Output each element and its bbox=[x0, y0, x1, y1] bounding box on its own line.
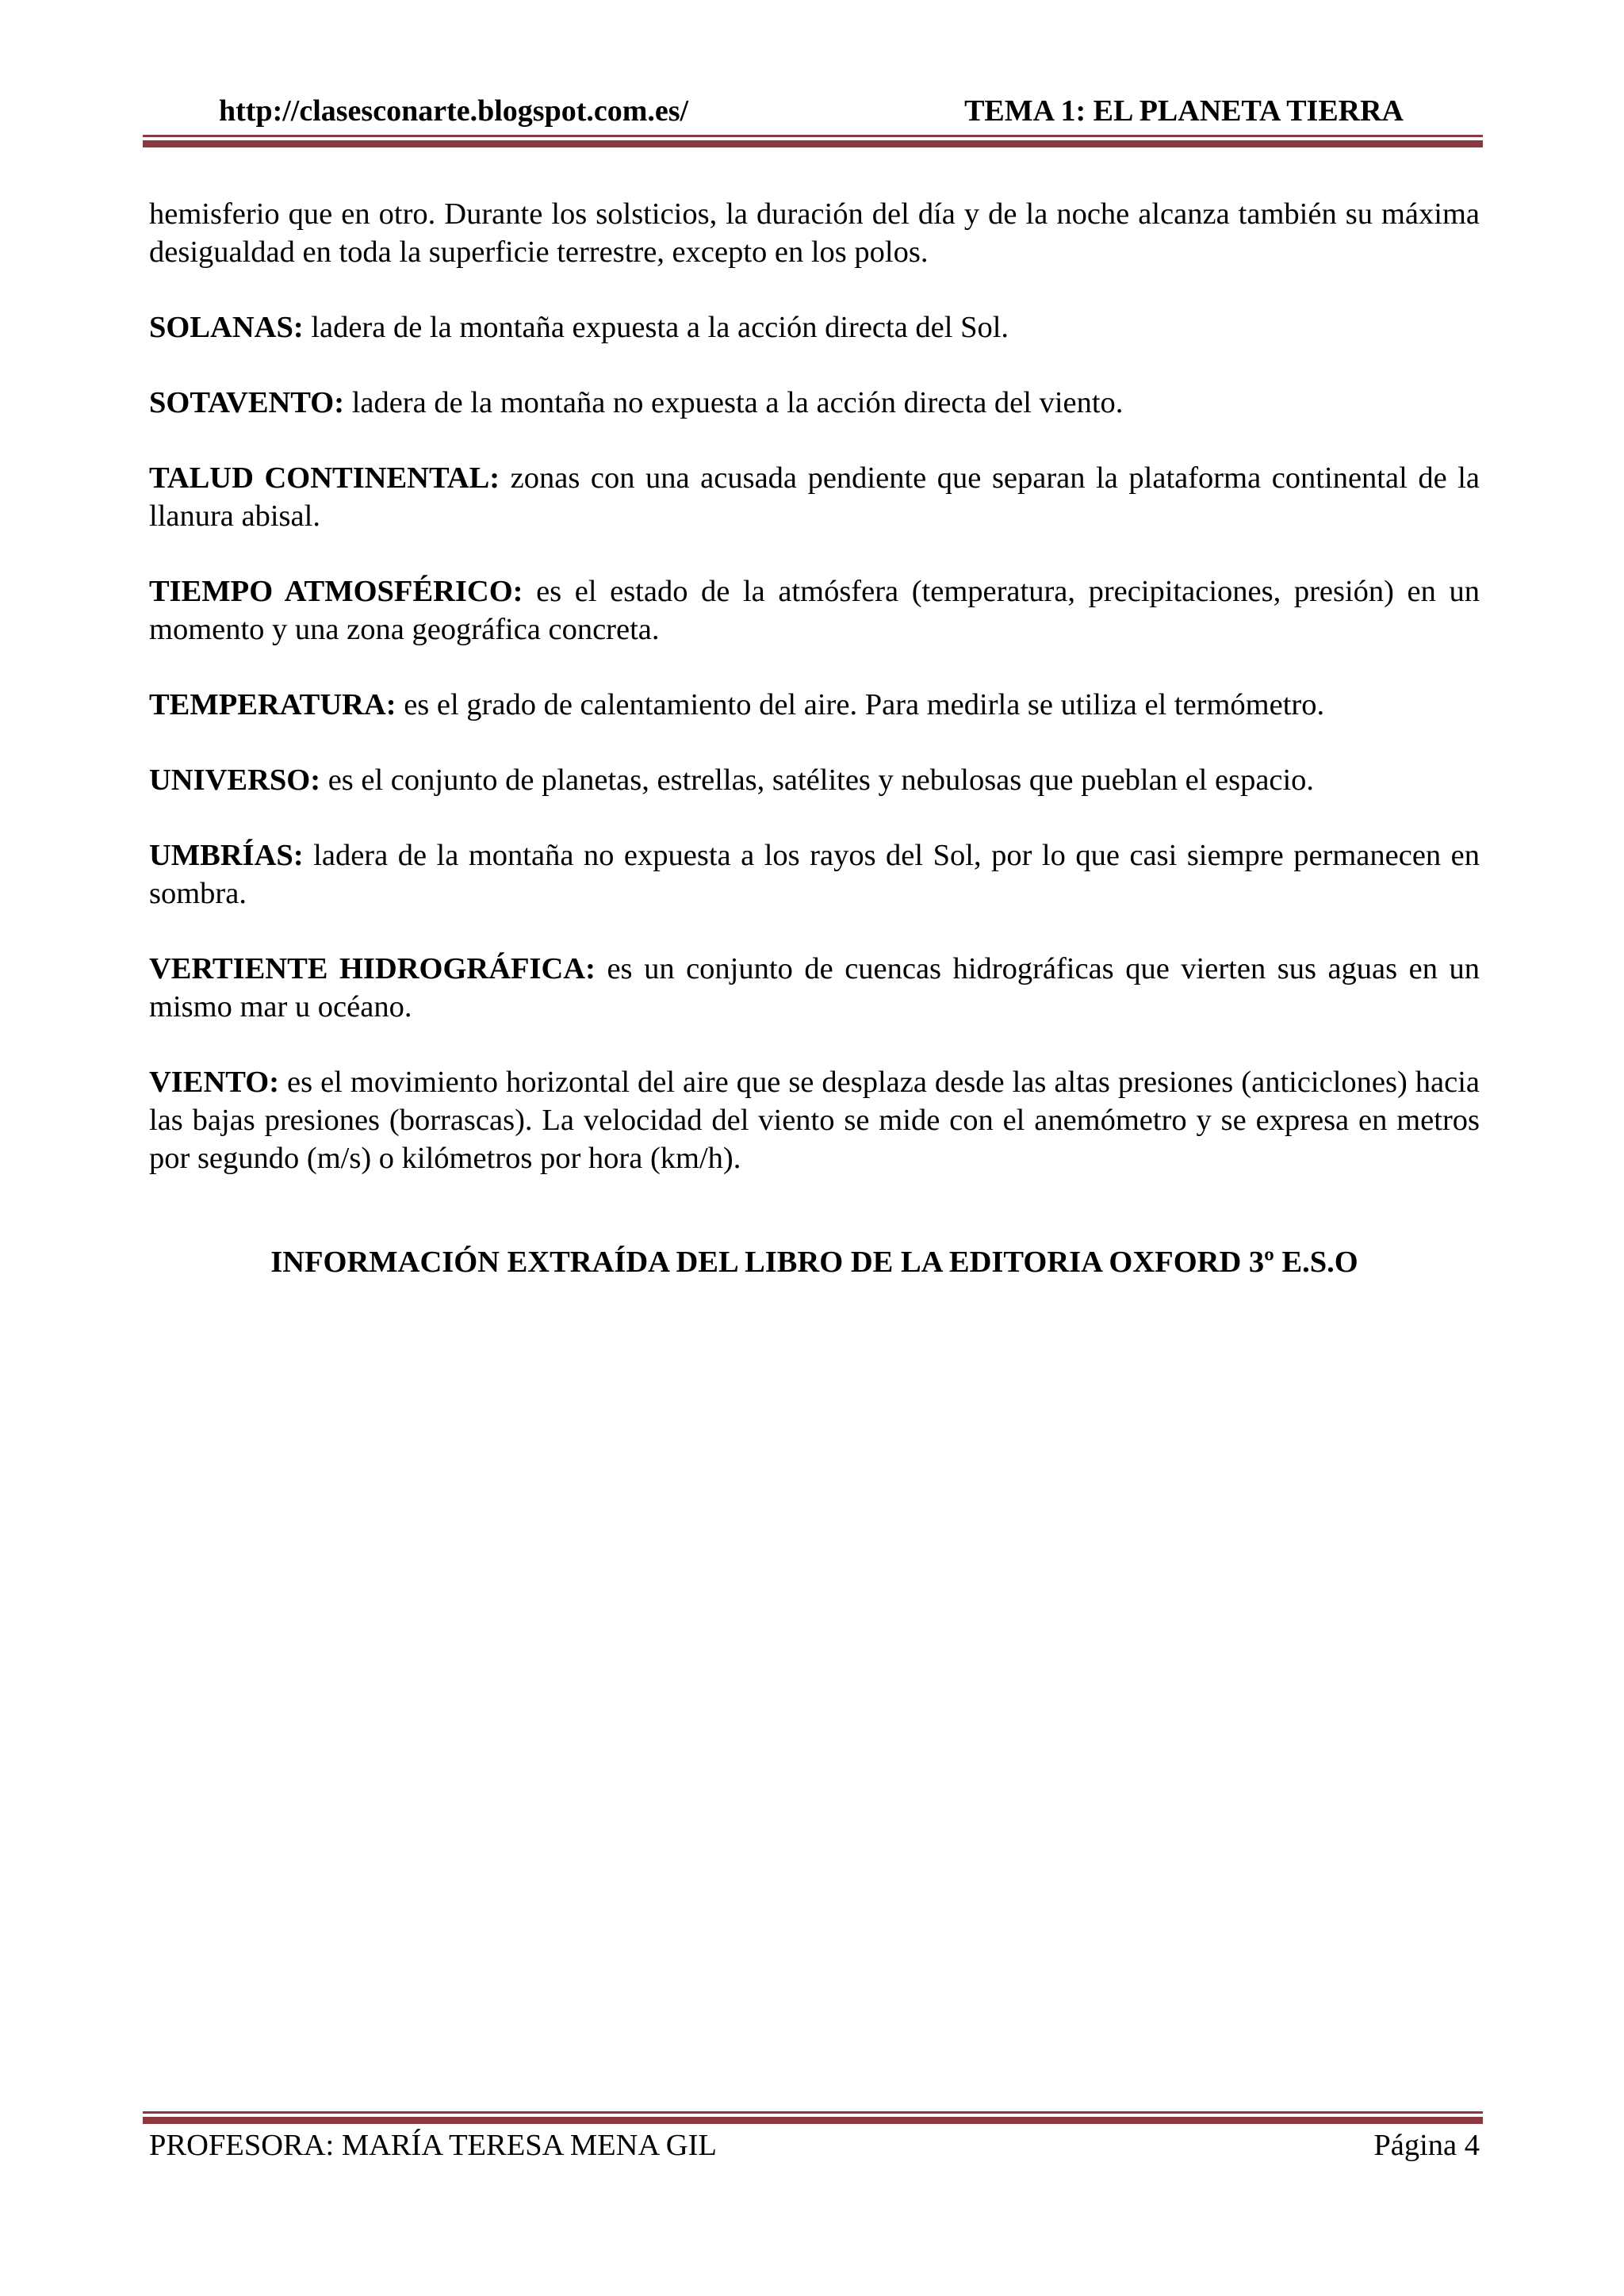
intro-paragraph: hemisferio que en otro. Durante los solsticios, la duración del día y de la noche alcanza también su máxima desigualdad en toda la superficie terrestre, excepto en los polos. bbox=[149, 197, 1480, 269]
footer-rule-thin bbox=[143, 2111, 1483, 2114]
glossary-term: VIENTO: bbox=[149, 1066, 280, 1099]
glossary-definition: es el estado de la atmósfera (temperatura, precipitaciones, presión) en un momento y una zona geográfica concreta. bbox=[149, 575, 1480, 646]
glossary-term: TALUD CONTINENTAL: bbox=[149, 461, 500, 495]
glossary-definition: ladera de la montaña no expuesta a los rayos del Sol, por lo que casi siempre permanecen en sombra. bbox=[149, 839, 1480, 910]
glossary-entry-sotavento bbox=[149, 384, 1480, 422]
glossary-term: SOLANAS: bbox=[149, 311, 304, 344]
glossary-definition: zonas con una acusada pendiente que separan la plataforma continental de la llanura abisal. bbox=[149, 461, 1480, 533]
header-rule bbox=[143, 135, 1483, 147]
footer-author: PROFESORA: MARÍA TERESA MENA GIL bbox=[149, 2129, 717, 2162]
header-rule-thick bbox=[143, 140, 1483, 147]
glossary-content bbox=[149, 195, 1480, 1215]
glossary-term: TEMPERATURA: bbox=[149, 688, 396, 721]
glossary-entry-vertiente-hidrografica bbox=[149, 950, 1480, 1026]
glossary-definition: ladera de la montaña no expuesta a la acción directa del viento. bbox=[351, 386, 1124, 419]
glossary-entry-umbrias bbox=[149, 836, 1480, 913]
glossary-definition: es el movimiento horizontal del aire que se desplaza desde las altas presiones (anticiclones) hacia las bajas presiones (borrascas). La velocidad del viento se mide con el anemómetro y se expresa en metros por segundo (m/s) o kilómetros por hora (km/h). bbox=[149, 1066, 1480, 1175]
glossary-entry-solanas bbox=[149, 308, 1480, 346]
header-url: http://clasesconarte.blogspot.com.es/ bbox=[219, 94, 689, 128]
header-rule-thin bbox=[143, 135, 1483, 137]
source-note: INFORMACIÓN EXTRAÍDA DEL LIBRO DE LA EDITORIA OXFORD 3º E.S.O bbox=[270, 1246, 1358, 1279]
glossary-definition: es el conjunto de planetas, estrellas, satélites y nebulosas que pueblan el espacio. bbox=[327, 763, 1315, 797]
glossary-entry-tiempo-atmosferico bbox=[149, 572, 1480, 649]
glossary-entry-talud-continental bbox=[149, 459, 1480, 535]
glossary-entry-universo bbox=[149, 761, 1480, 799]
glossary-definition: es el grado de calentamiento del aire. Para medirla se utiliza el termómetro. bbox=[404, 688, 1325, 721]
header-topic: TEMA 1: EL PLANETA TIERRA bbox=[964, 94, 1404, 128]
glossary-definition: ladera de la montaña expuesta a la acción directa del Sol. bbox=[311, 311, 1009, 344]
glossary-term: SOTAVENTO: bbox=[149, 386, 345, 419]
page-number: Página 4 bbox=[1373, 2129, 1480, 2162]
glossary-term: VERTIENTE HIDROGRÁFICA: bbox=[149, 952, 596, 985]
page-header bbox=[143, 94, 1483, 133]
glossary-term: UNIVERSO: bbox=[149, 763, 321, 797]
glossary-definition: es un conjunto de cuencas hidrográficas que vierten sus aguas en un mismo mar u océano. bbox=[149, 952, 1480, 1024]
glossary-term: TIEMPO ATMOSFÉRICO: bbox=[149, 575, 523, 608]
glossary-entry-viento bbox=[149, 1063, 1480, 1177]
glossary-term: UMBRÍAS: bbox=[149, 839, 304, 872]
glossary-entry-temperatura bbox=[149, 686, 1480, 724]
footer-rule bbox=[143, 2111, 1483, 2124]
footer-rule-thick bbox=[143, 2117, 1483, 2124]
